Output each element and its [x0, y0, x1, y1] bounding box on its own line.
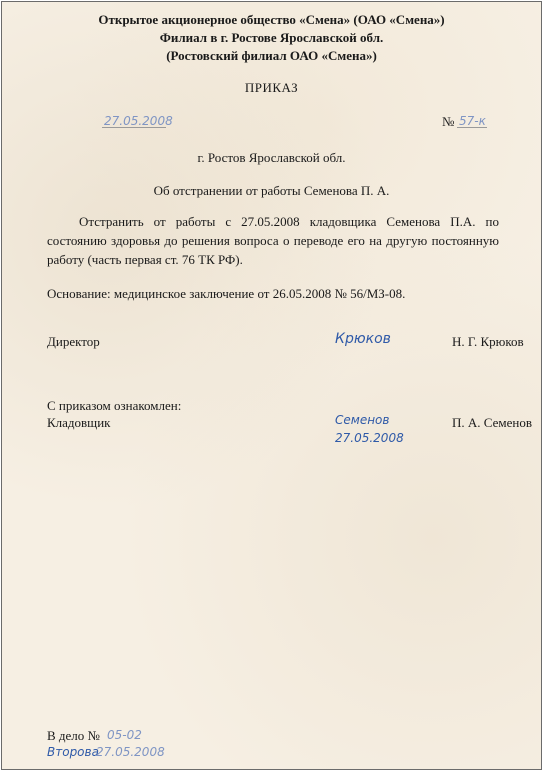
employee-signature-date: 27.05.2008 — [335, 431, 404, 445]
order-subject: Об отстранении от работы Семенова П. А. — [153, 183, 390, 198]
filing-date: 27.05.2008 — [96, 745, 165, 759]
number-underline — [457, 127, 487, 128]
branch-short-name: (Ростовский филиал ОАО «Смена») — [166, 48, 377, 63]
place-of-issue: г. Ростов Ярославской обл. — [197, 150, 346, 165]
order-body: Отстранить от работы с 27.05.2008 кладовщика Семенова П.А. по состоянию здоровья до решения вопроса о переводе его на другую постоянную работу (часть первая ст. 76 ТК РФ). — [47, 214, 499, 267]
order-date: 27.05.2008 — [104, 114, 173, 128]
filing-label: В дело № — [47, 728, 100, 743]
employee-position: Кладовщик — [47, 415, 111, 430]
filing-signature: Второва — [47, 745, 99, 759]
order-basis: Основание: медицинское заключение от 26.05.2008 № 56/МЗ-08. — [47, 286, 406, 301]
employee-signature: Семенов — [335, 413, 390, 427]
employee-name: П. А. Семенов — [452, 415, 532, 430]
order-number: 57-к — [459, 114, 486, 128]
filing-case-number: 05-02 — [107, 728, 142, 742]
director-name: Н. Г. Крюков — [452, 334, 524, 349]
document-page — [1, 1, 542, 770]
director-title: Директор — [47, 334, 100, 349]
date-underline — [102, 127, 166, 128]
branch-name: Филиал в г. Ростове Ярославской обл. — [159, 30, 384, 45]
order-number-prefix: № — [442, 114, 455, 129]
director-signature: Крюков — [335, 331, 391, 347]
document-title: ПРИКАЗ — [244, 80, 299, 95]
org-name: Открытое акционерное общество «Смена» (ОАО «Смена») — [98, 12, 445, 27]
acknowledgement-label: С приказом ознакомлен: — [47, 398, 182, 413]
